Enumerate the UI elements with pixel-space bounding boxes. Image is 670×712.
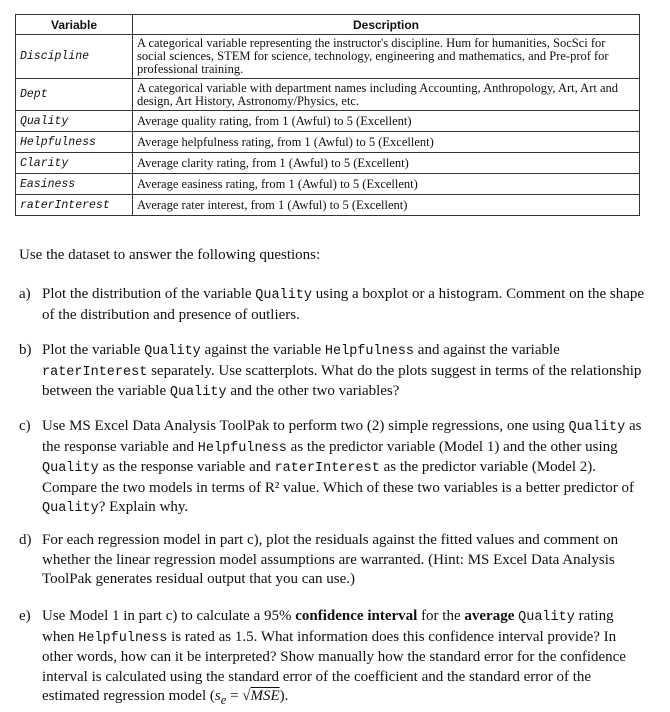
question-text: Use MS Excel Data Analysis ToolPak to perform two (2) simple regressions, one using Quality as the response variable and Helpfulness as the predictor variable (Model 1) and the other using Quality as the response variable and raterInterest as the predictor variable (Model 2). Compare the two models in terms of R² value. Which of these two variables is a better predictor of Quality? Explain why. [42, 418, 642, 516]
question-label: c) [19, 418, 31, 434]
variable-name: Clarity [16, 153, 133, 174]
question-label: d) [19, 532, 32, 548]
variable-description: Average rater interest, from 1 (Awful) to 5 (Excellent) [133, 195, 640, 216]
question-e [19, 607, 649, 711]
variables-table [15, 14, 640, 216]
variable-name: Easiness [16, 174, 133, 195]
question-d [19, 531, 649, 590]
variable-description: Average helpfulness rating, from 1 (Awful) to 5 (Excellent) [133, 132, 640, 153]
question-text: For each regression model in part c), plot the residuals against the fitted values and comment on whether the linear regression model assumptions are warranted. (Hint: MS Excel Data Analysis ToolPak generates residual output that you can use.) [42, 532, 619, 587]
variable-name: Discipline [16, 35, 133, 79]
variable-description: A categorical variable representing the instructor's discipline. Hum for humanities, SocSci for social sciences, STEM for science, technology, engineering and mathematics, and Pre-prof for professional training. [133, 35, 640, 79]
variable-description: Average easiness rating, from 1 (Awful) to 5 (Excellent) [133, 174, 640, 195]
question-c [19, 417, 649, 519]
question-a [19, 285, 649, 325]
variable-name: raterInterest [16, 195, 133, 216]
header-description: Description [133, 15, 640, 35]
variable-name: Quality [16, 111, 133, 132]
question-label: e) [19, 608, 31, 624]
table-header-row [16, 15, 640, 35]
table-row [16, 195, 640, 216]
header-variable: Variable [16, 15, 133, 35]
variable-name: Helpfulness [16, 132, 133, 153]
variable-name: Dept [16, 79, 133, 111]
intro-text: Use the dataset to answer the following questions: [19, 247, 321, 263]
variable-description: Average clarity rating, from 1 (Awful) to 5 (Excellent) [133, 153, 640, 174]
table-row [16, 132, 640, 153]
variable-description: Average quality rating, from 1 (Awful) to 5 (Excellent) [133, 111, 640, 132]
table-row [16, 153, 640, 174]
question-label: a) [19, 286, 31, 302]
table-row [16, 111, 640, 132]
question-b [19, 341, 649, 403]
question-text: Use Model 1 in part c) to calculate a 95% confidence interval for the average Quality rating when Helpfulness is rated as 1.5. What information does this confidence interval provide? In other words, how can it be interpreted? Show manually how the standard error for the confidence interval is calculated using the standard error of the coefficient and the standard error of the estimated regression model $(s_e = √MSE)$. [42, 608, 626, 707]
table-row [16, 79, 640, 111]
question-text: Plot the variable Quality against the variable Helpfulness and against the variable raterInterest separately. Use scatterplots. What do the plots suggest in terms of the relationship between the variable Quality and the other two variables? [42, 342, 642, 400]
table-row [16, 174, 640, 195]
question-label: b) [19, 342, 32, 358]
table-row [16, 35, 640, 79]
question-text: Plot the distribution of the variable Quality using a boxplot or a histogram. Comment on the shape of the distribution and presence of outliers. [42, 286, 645, 323]
math-s: s [214, 688, 221, 704]
variable-description: A categorical variable with department names including Accounting, Anthropology, Art, Art and design, Art History, Astronomy/Physics, etc. [133, 79, 640, 111]
